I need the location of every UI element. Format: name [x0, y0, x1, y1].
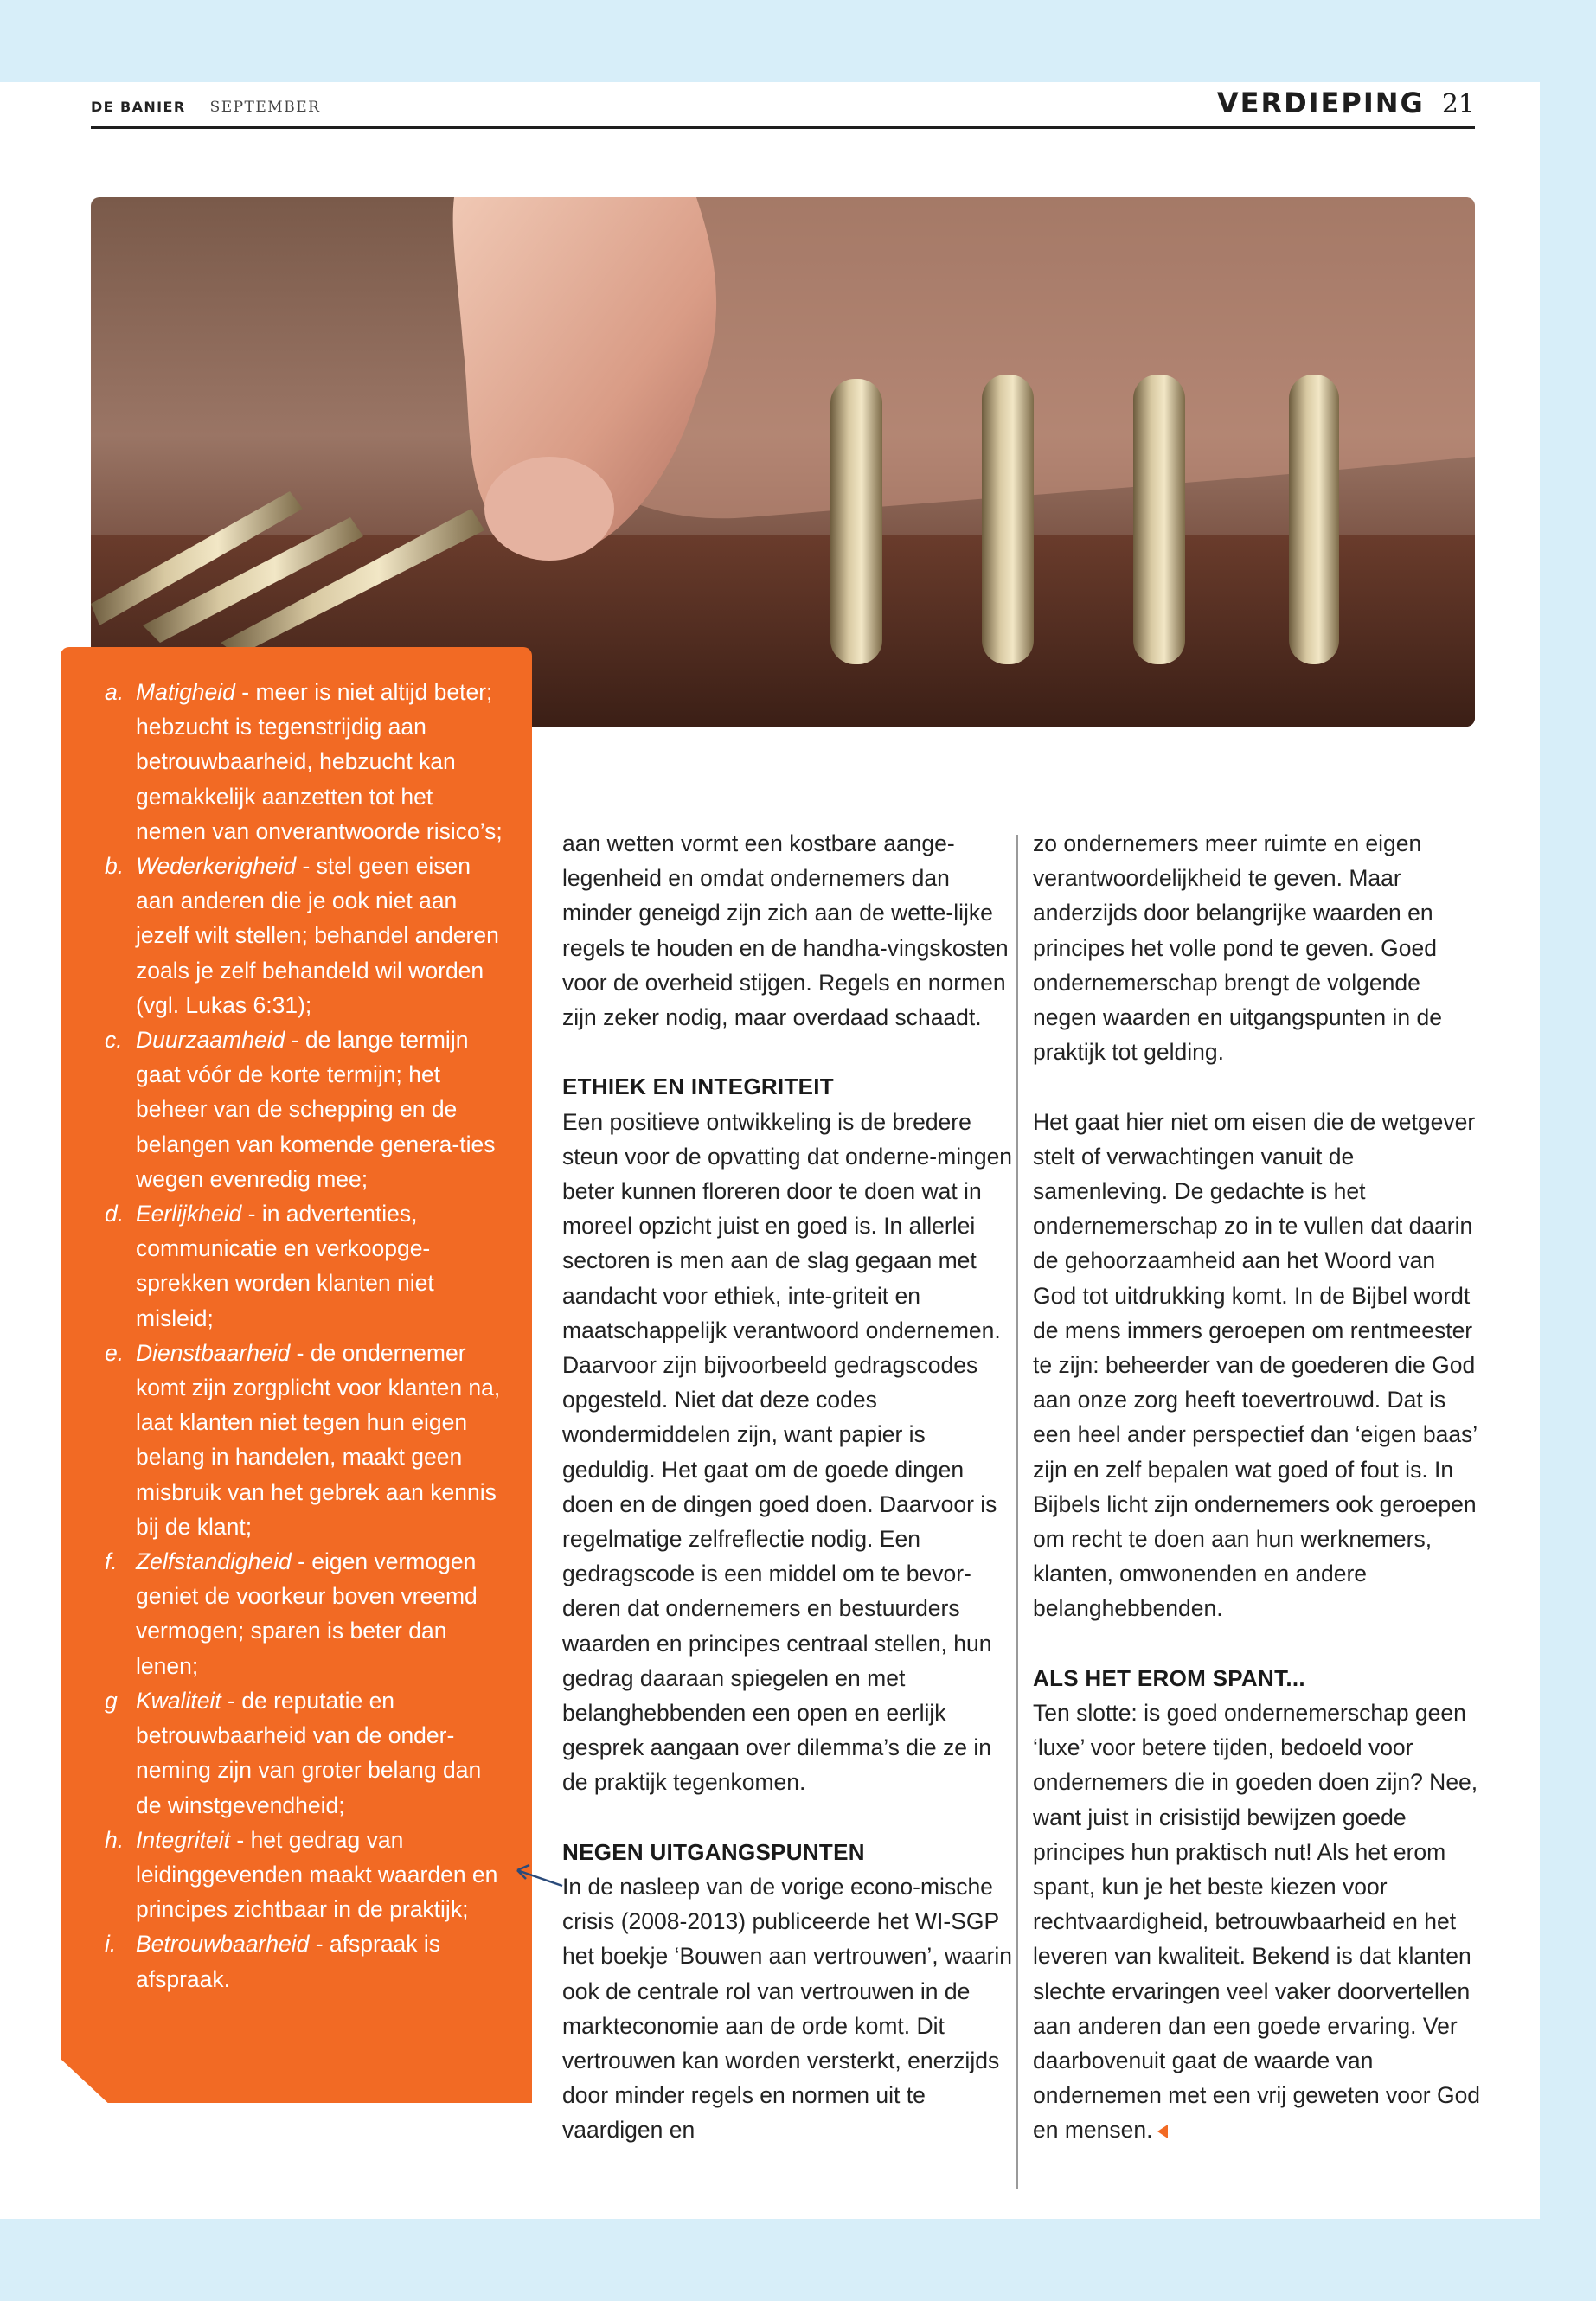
list-item: e. Dienstbaarheid - de ondernemer komt zijn zorgplicht voor klanten na, laat klanten niet tegen hun eigen belang in handelen, maakt geen misbruik van het gebrek aan kennis bij de klant; — [105, 1339, 501, 1540]
list-item: a. Matigheid - meer is niet altijd beter; hebzucht is tegenstrijdig aan betrouwbaarheid, hebzucht kan gemakkelijk aanzetten tot het nemen van onverantwoorde risico’s; — [105, 679, 503, 844]
article-column-middle — [562, 826, 1014, 2148]
paragraph: Het gaat hier niet om eisen die de wetgever stelt of verwachtingen vanuit de samenleving. De gedachte is het ondernemerschap zo in te vullen dat daarin de gehoorzaamheid aan het Woord van God tot uitdrukking komt. In de Bijbel wordt de mens immers geroepen om rentmeester te zijn: beheerder van de goederen die God aan onze zorg heeft toevertrouwd. Dat is een heel ander perspectief dan ‘eigen baas’ zijn en zelf bepalen wat goed of fout is. In Bijbels licht zijn ondernemers ook geroepen om recht te doen aan hun werknemers, klanten, omwonenden en andere belanghebbenden. — [1033, 1108, 1477, 1622]
list-item: f. Zelfstandigheid - eigen vermogen geniet de voorkeur boven vreemd vermogen; sparen is beter dan lenen; — [105, 1548, 478, 1679]
header-right — [1217, 87, 1475, 119]
values-list — [99, 675, 506, 1997]
page-number: 21 — [1441, 89, 1475, 119]
fingertip — [484, 457, 614, 561]
subheading-closing: ALS HET EROM SPANT... — [1033, 1664, 1305, 1691]
page-header — [91, 69, 1475, 129]
section-title: VERDIEPING — [1216, 87, 1425, 119]
article-column-right — [1033, 826, 1484, 2148]
subheading-principles: NEGEN UITGANGSPUNTEN — [562, 1838, 865, 1865]
list-item: h. Integriteit - het gedrag van leidinggevenden maakt waarden en principes zichtbaar in de praktijk; — [105, 1826, 498, 1923]
list-item: b. Wederkerigheid - stel geen eisen aan anderen die je ook niet aan jezelf wilt stellen; behandel anderen zoals je zelf behandeld wil worden (vgl. Lukas 6:31); — [105, 853, 499, 1018]
paragraph: In de nasleep van de vorige econo-mische crisis (2008-2013) publiceerde het WI-SGP het boekje ‘Bouwen aan vertrouwen’, waarin ook de centrale rol van vertrouwen in de markteconomie aan de orde komt. Dit vertrouwen kan worden versterkt, enerzijds door minder regels en normen uit te vaardigen en — [562, 1874, 1013, 2144]
header-left — [91, 99, 320, 116]
paragraph: Een positieve ontwikkeling is de bredere steun voor de opvatting dat onderne-mingen beter kunnen floreren door te doen wat in moreel opzicht juist en goed is. In allerlei sectoren is men aan de slag gegaan met aandacht voor ethiek, inte-griteit en maatschappelijk verantwoord ondernemen. Daarvoor zijn bijvoorbeeld gedragscodes opgesteld. Niet dat deze codes wondermiddelen zijn, want papier is geduldig. Het gaat om de goede dingen doen en de dingen goed doen. Daarvoor is regelmatige zelfreflectie nodig. Een gedragscode is een middel om te bevor-deren dat ondernemers en bestuurders waarden en principes centraal stellen, hun gedrag daaraan spiegelen en met belanghebbenden een open en eerlijk gesprek aangaan over dilemma’s die ze in de praktijk tegenkomen. — [562, 1108, 1013, 1796]
list-item: i. Betrouwbaarheid - afspraak is afspraak. — [105, 1931, 441, 1992]
paragraph: aan wetten vormt een kostbare aange-legenheid en omdat ondernemers dan minder geneigd zijn zich aan de wette-lijke regels te houden en de handha-vingskosten voor de overheid stijgen. Regels en normen zijn zeker nodig, maar overdaad schaadt. — [562, 830, 1009, 1031]
end-of-article-icon — [1157, 2125, 1168, 2138]
list-item: g Kwaliteit - de reputatie en betrouwbaarheid van de onder-neming zijn van groter belang dan de winstgevendheid; — [105, 1687, 482, 1818]
paragraph: zo ondernemers meer ruimte en eigen verantwoordelijkheid te geven. Maar anderzijds door belangrijke waarden en principes het volle pond te geven. Goed ondernemerschap brengt de volgende negen waarden en uitgangspunten in de praktijk tot gelding. — [1033, 830, 1442, 1066]
paragraph: Ten slotte: is goed ondernemerschap geen ‘luxe’ voor betere tijden, bedoeld voor ondernemers die in goeden doen zijn? Nee, want juist in crisistijd bewijzen goede principes hun praktisch nut! Als het erom spant, kun je het beste kiezen voor rechtvaardigheid, betrouwbaarheid en het leveren van kwaliteit. Bekend is dat klanten slechte ervaringen veel vaker doorvertellen aan anderen dan een goede ervaring. Ver daarbovenuit gaat de waarde van ondernemen met een vrij geweten voor God en mensen. — [1033, 1700, 1481, 2144]
list-item: d. Eerlijkheid - in advertenties, communicatie en verkoopge-sprekken worden klanten niet misleid; — [105, 1201, 434, 1331]
arrow-pointer-icon — [512, 1860, 564, 1891]
publication-name: DE BANIER — [91, 99, 186, 115]
subheading-ethics: ETHIEK EN INTEGRITEIT — [562, 1074, 834, 1100]
issue-month: SEPTEMBER — [209, 99, 321, 116]
list-item: c. Duurzaamheid - de lange termijn gaat vóór de korte termijn; het beheer van de schepping en de belangen van komende genera-ties wegen evenredig mee; — [105, 1027, 496, 1192]
column-divider — [1016, 835, 1018, 2189]
